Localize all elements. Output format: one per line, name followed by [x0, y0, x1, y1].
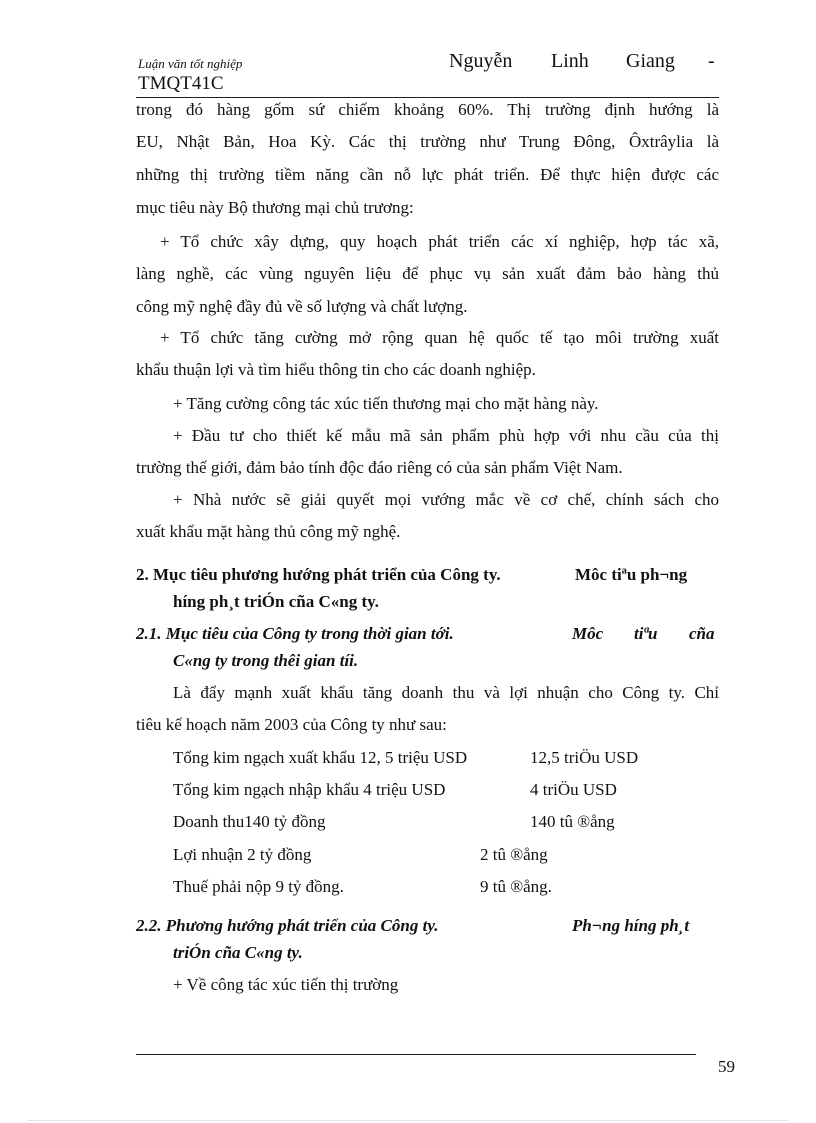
body-line: + Tăng cường công tác xúc tiến thương mại cho mặt hàng này.	[173, 394, 599, 413]
body-line: trường thế giới, đảm bảo tính độc đáo riêng có của sản phẩm Việt Nam.	[136, 458, 623, 477]
body-line: công mỹ nghệ đầy đủ về số lượng và chất lượng.	[136, 297, 468, 316]
section-2-2-garbled-title-cont: triÓn cña C«ng ty.	[173, 943, 303, 962]
section-2-garbled-title: Môc tiªu ph¬ng	[575, 565, 688, 584]
target-label: Lợi nhuận 2 tỷ đồng	[173, 845, 312, 864]
target-label: Thuế phải nộp 9 tỷ đồng.	[173, 877, 344, 896]
body-line: + Tổ chức xây dựng, quy hoạch phát triển các xí nghiệp, hợp tác xã,	[160, 232, 719, 251]
target-garbled-value: 12,5 triÖu USD	[530, 748, 639, 767]
section-2-2-title: 2.2. Phương hướng phát triển của Công ty.	[136, 916, 439, 935]
body-line: + Về công tác xúc tiến thị trường	[173, 975, 399, 994]
section-2-2-garbled-title: Ph¬ng híng ph¸t	[572, 916, 690, 935]
section-2-1-garbled-word: Môc	[572, 624, 604, 643]
section-2-1-title: 2.1. Mục tiêu của Công ty trong thời gian tới.	[136, 624, 454, 643]
body-line: Là đẩy mạnh xuất khẩu tăng doanh thu và lợi nhuận cho Công ty. Chỉ	[173, 683, 719, 702]
body-line: + Nhà nước sẽ giải quyết mọi vướng mắc về cơ chế, chính sách cho	[173, 490, 719, 509]
section-2-1-garbled-word: cña	[689, 624, 715, 643]
target-garbled-value: 140 tû ®ång	[530, 812, 615, 831]
page-number: 59	[718, 1057, 735, 1076]
section-2-1-garbled-title-cont: C«ng ty trong thêi gian tíi.	[173, 651, 359, 670]
body-line: khẩu thuận lợi và tìm hiểu thông tin cho các doanh nghiệp.	[136, 360, 536, 379]
body-line: tiêu kế hoạch năm 2003 của Công ty như sau:	[136, 715, 447, 734]
body-line: trong đó hàng gốm sứ chiếm khoảng 60%. Thị trường định hướng là	[136, 100, 719, 119]
author-first-name: Nguyễn	[449, 50, 513, 72]
section-2-1-garbled-word: tiªu	[634, 624, 658, 643]
footer-rule	[136, 1054, 696, 1055]
thesis-label: Luận văn tốt nghiệp	[138, 56, 243, 71]
header-dash: -	[708, 50, 715, 72]
body-line: EU, Nhật Bản, Hoa Kỳ. Các thị trường như Trung Đông, Ôxtrâylia là	[136, 132, 719, 151]
body-line: + Đầu tư cho thiết kế mẫu mã sản phẩm phù hợp với nhu cầu của thị	[173, 426, 719, 445]
target-label: Tổng kim ngạch xuất khẩu 12, 5 triệu USD	[173, 748, 468, 767]
target-label: Doanh thu140 tỷ đồng	[173, 812, 326, 831]
author-middle-name: Linh	[551, 50, 589, 72]
body-line: mục tiêu này Bộ thương mại chủ trương:	[136, 198, 414, 217]
body-line: những thị trường tiềm năng cần nỗ lực phát triển. Để thực hiện được các	[136, 165, 719, 184]
section-2-title: 2. Mục tiêu phương hướng phát triển của Công ty.	[136, 565, 501, 584]
page-edge-dotted-line	[28, 1120, 788, 1121]
target-garbled-value: 4 triÖu USD	[530, 780, 617, 799]
section-2-garbled-title-cont: híng ph¸t triÓn cña C«ng ty.	[173, 592, 379, 611]
target-garbled-value: 2 tû ®ång	[480, 845, 548, 864]
body-line: + Tổ chức tăng cường mở rộng quan hệ quốc tế tạo môi trường xuất	[160, 328, 719, 347]
class-code: TMQT41C	[138, 73, 224, 94]
target-garbled-value: 9 tû ®ång.	[480, 877, 552, 896]
target-label: Tổng kim ngạch nhập khẩu 4 triệu USD	[173, 780, 446, 799]
body-line: làng nghề, các vùng nguyên liệu để phục vụ sản xuất đảm bảo hàng thủ	[136, 264, 719, 283]
author-last-name: Giang	[626, 50, 675, 72]
body-line: xuất khẩu mặt hàng thủ công mỹ nghệ.	[136, 522, 401, 541]
